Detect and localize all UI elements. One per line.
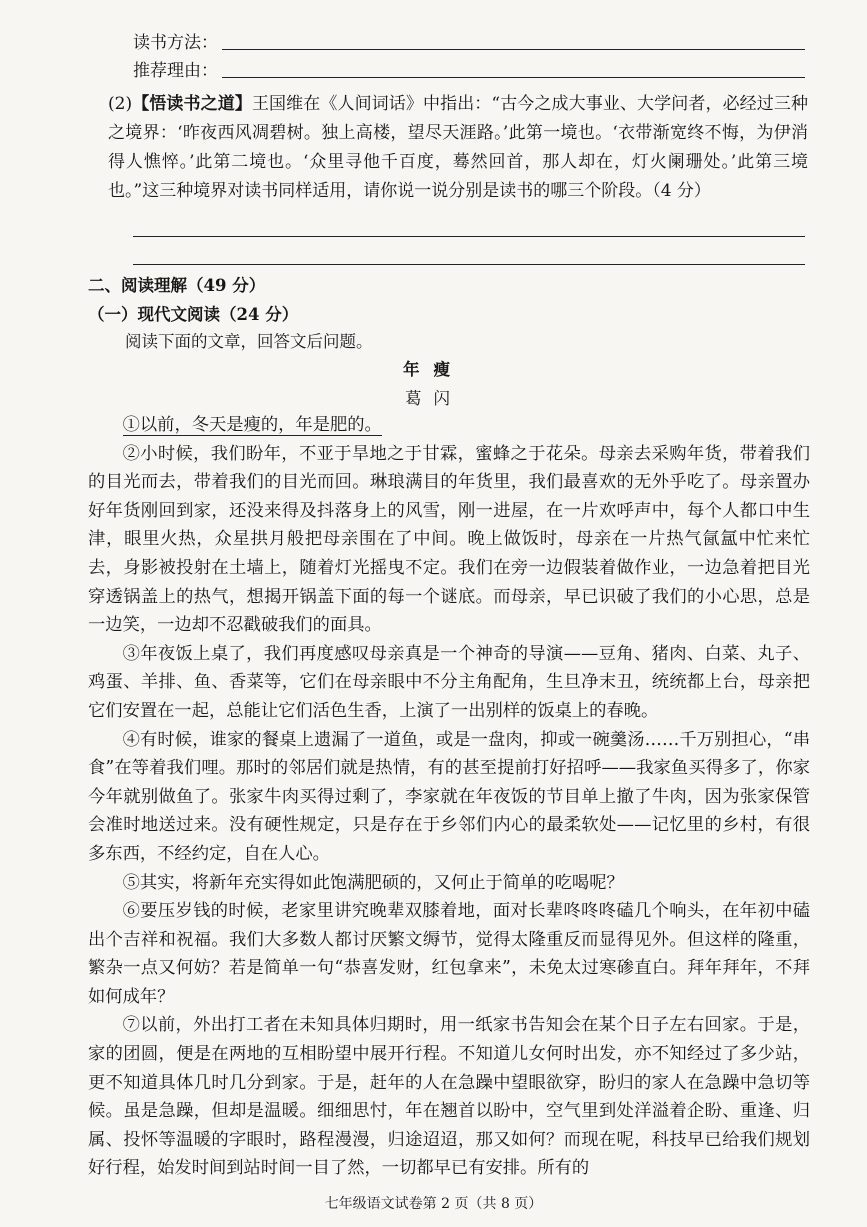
paragraph-5: ⑤其实，将新年充实得如此饱满肥硕的，又何止于简单的吃喝呢？ — [122, 872, 624, 893]
article-title: 年瘦 — [403, 360, 464, 379]
section-heading: 二、阅读理解（49 分） — [88, 276, 266, 295]
paragraph-6: ⑥要压岁钱的时候，老家里讲究晚辈双膝着地，面对长辈咚咚咚磕几个响头，在年初中磕出个吉祥和祝福。我们大多数人都讨厌繁文缛节，觉得太隆重反而显得见外。但这样的隆重，繁杂一点又何妨？若是简单一句“恭喜发财，红包拿来”，未免太过寒碜直白。拜年拜年，不拜如何成年？ — [88, 901, 810, 1007]
reading-instruction: 阅读下面的文章，回答文后问题。 — [125, 332, 373, 351]
subsection-heading: （一）现代文阅读（24 分） — [88, 305, 299, 324]
paragraph-1-text: ①以前，冬天是瘦的，年是肥的。 — [122, 415, 382, 435]
answer-line-2[interactable] — [133, 264, 805, 265]
recommend-reason-label: 推荐理由： — [133, 61, 218, 81]
reading-method-answer-line[interactable] — [222, 48, 805, 50]
question-2 — [108, 90, 808, 206]
article-body — [88, 411, 810, 1183]
question-2-text: 王国维在《人间词话》中指出：“古今之成大事业、大学问者，必经过三种之境界：‘昨夜西风凋碧树。独上高楼，望尽天涯路。’此第一境也。‘衣带渐宽终不悔，为伊消得人憔悴。’此第二境也。‘众里寻他千百度，蓦然回首，那人却在，灯火阑珊处。’此第三境也。”这三种境界对读书同样适用，请你说一说分别是读书的哪三个阶段。（4 分） — [108, 94, 808, 201]
recommend-reason-answer-line[interactable] — [222, 76, 805, 78]
question-2-tag: 【悟读书之道】 — [132, 94, 252, 114]
paragraph-2: ②小时候，我们盼年，不亚于旱地之于甘霖，蜜蜂之于花朵。母亲去采购年货，带着我们的目光而去，带着我们的目光而回。琳琅满目的年货里，我们最喜欢的无外乎吃了。母亲置办好年货刚回到家，还没来得及抖落身上的风雪，刚一进屋，在一片欢呼声中，每个人都口中生津，眼里火热，众星拱月般把母亲围在了中间。晚上做饭时，母亲在一片热气氤氲中忙来忙去，身影被投射在土墙上，随着灯光摇曳不定。我们在旁一边假装着做作业，一边急着把目光穿透锅盖上的热气，想揭开锅盖下面的每一个谜底。而母亲，早已识破了我们的小心思，总是一边笑，一边却不忍戳破我们的面具。 — [88, 443, 810, 636]
paragraph-3: ③年夜饭上桌了，我们再度感叹母亲真是一个神奇的导演——豆角、猪肉、白菜、丸子、鸡蛋、羊排、鱼、香菜等，它们在母亲眼中不分主角配角，生旦净末丑，统统都上台，母亲把它们安置在一起，总能让它们活色生香，上演了一出别样的饭桌上的春晚。 — [88, 643, 810, 721]
article-author: 葛闪 — [405, 389, 462, 408]
paragraph-4: ④有时候，谁家的餐桌上遗漏了一道鱼，或是一盘肉，抑或一碗羹汤……千万别担心，“串食”在等着我们哩。那时的邻居们就是热情，有的甚至提前打好招呼——我家鱼买得多了，你家今年就别做鱼了。张家牛肉买得过剩了，李家就在年夜饭的节目单上撤了牛肉，因为张家保管会准时地送过来。没有硬性规定，只是存在于乡邻们内心的最柔软处——记忆里的乡村，有很多东西，不经约定，自在人心。 — [88, 729, 810, 864]
paragraph-7: ⑦以前，外出打工者在未知具体归期时，用一纸家书告知会在某个日子左右回家。于是，家的团圆，便是在两地的互相盼望中展开行程。不知道儿女何时出发，亦不知经过了多少站，更不知道具体几时几分到家。于是，赶年的人在急躁中望眼欲穿，盼归的家人在急躁中急切等候。虽是急躁，但却是温暖。细细思忖，年在翘首以盼中，空气里到处洋溢着企盼、重逢、归属、投怀等温暖的字眼时，路程漫漫，归途迢迢，那又如何？而现在呢，科技早已给我们规划好行程，始发时间到站时间一目了然，一切都早已有安排。所有的 — [88, 1015, 810, 1179]
reading-method-label: 读书方法： — [133, 33, 218, 53]
reading-method-row — [133, 28, 805, 53]
question-2-number: (2) — [108, 94, 133, 114]
paragraph-1 — [88, 411, 810, 440]
page-footer: 七年级语文试卷第 2 页（共 8 页） — [324, 1196, 543, 1212]
recommend-reason-row — [133, 56, 805, 81]
answer-line-1[interactable] — [133, 236, 805, 237]
